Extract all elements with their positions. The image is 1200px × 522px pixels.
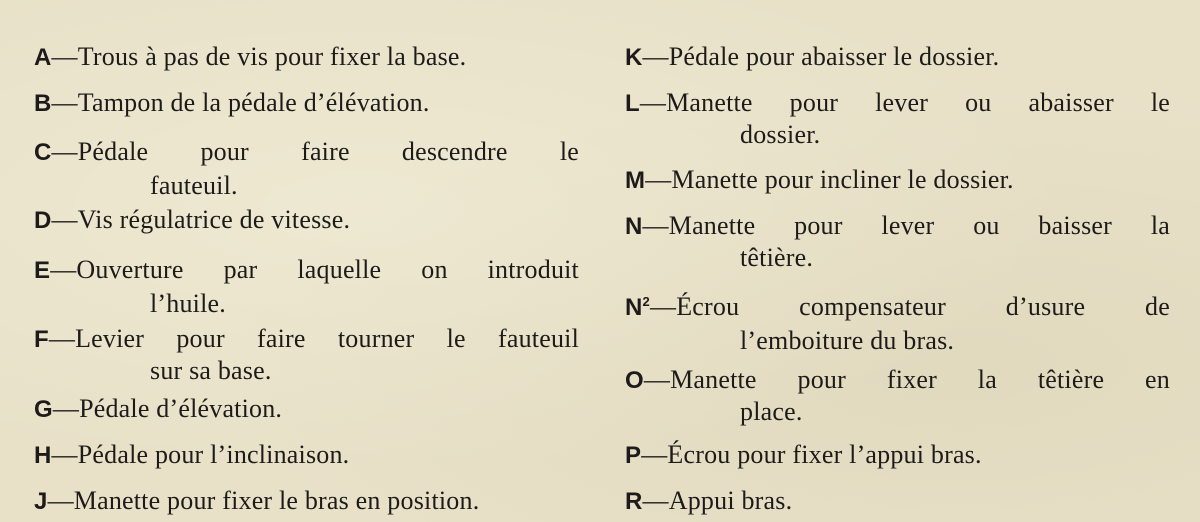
legend-entry-c: C—Pédale pour faire descendre le fauteuil. [34, 134, 579, 203]
legend-text: Manette pour incliner le dossier. [671, 165, 1014, 194]
legend-continuation: dossier. [740, 120, 821, 149]
legend-continuation: place. [740, 397, 803, 426]
legend-entry-l: L—Manette pour lever ou abaisser le dossier. [625, 85, 1170, 152]
legend-continuation: l’emboiture du bras. [740, 326, 955, 355]
legend-text: Levier pour faire tourner le fauteuil [75, 324, 579, 353]
legend-entry-k: K—Pédale pour abaisser le dossier. [625, 42, 1000, 71]
legend-text: Manette pour fixer la têtière en [670, 365, 1170, 394]
legend-entry-d: D—Vis régulatrice de vitesse. [34, 205, 351, 234]
legend-entry-f: F—Levier pour faire tourner le fauteuil sur sa base. [34, 321, 579, 388]
legend-text: Vis régulatrice de vitesse. [77, 205, 351, 234]
legend-entry-g: G—Pédale d’élévation. [34, 394, 283, 423]
legend-letter-main: N [625, 294, 643, 321]
legend-continuation: l’huile. [150, 289, 226, 318]
legend-entry-o: O—Manette pour fixer la têtière en place. [625, 362, 1170, 429]
legend-text: Écrou compensateur d’usure de [676, 292, 1170, 321]
legend-entry-m: M—Manette pour incliner le dossier. [625, 165, 1014, 194]
legend-entry-n2: $N^2—Écrou$ compensateur d’usure de l’emboiture du bras. [625, 284, 1170, 358]
legend-letter: P [625, 442, 642, 469]
legend-text: Trous à pas de vis pour fixer la base. [77, 42, 467, 71]
legend-letter: N [625, 213, 643, 240]
legend-letter: G [34, 396, 53, 423]
legend-text: Appui bras. [668, 486, 793, 515]
legend-text: Écrou pour fixer l’appui bras. [667, 440, 982, 469]
legend-entry-e: E—Ouverture par laquelle on introduit l’huile. [34, 252, 579, 321]
legend-text: Ouverture par laquelle on introduit [76, 255, 579, 284]
legend-continuation: sur sa base. [150, 356, 272, 385]
legend-letter: L [625, 90, 640, 117]
legend-letter: E [34, 257, 51, 284]
legend-entry-r: R—Appui bras. [625, 486, 793, 515]
legend-letter: D [34, 207, 52, 234]
legend-entry-h: H—Pédale pour l’inclinaison. [34, 440, 350, 469]
legend-letter: B [34, 90, 52, 117]
legend-letter: J [34, 488, 48, 515]
legend-letter: H [34, 442, 52, 469]
legend-text: Pédale pour l’inclinaison. [77, 440, 350, 469]
legend-entry-j: J—Manette pour fixer le bras en position. [34, 486, 480, 515]
legend-text: Manette pour lever ou abaisser le [666, 88, 1170, 117]
legend-letter: R [625, 488, 643, 515]
legend-letter: K [625, 44, 643, 71]
legend-text: Pédale pour abaisser le dossier. [668, 42, 1000, 71]
legend-entry-b: B—Tampon de la pédale d’élévation. [34, 88, 430, 117]
legend-letter: A [34, 44, 52, 71]
legend-text: Manette pour lever ou baisser la [668, 211, 1170, 240]
legend-letter: F [34, 326, 49, 353]
legend-entry-p: P—Écrou pour fixer l’appui bras. [625, 440, 982, 469]
legend-text: Pédale d’élévation. [79, 394, 283, 423]
legend-letter: O [625, 367, 644, 394]
legend-letter: C [34, 139, 52, 166]
legend-letter-superscript: 2 [642, 294, 650, 309]
legend-text: Tampon de la pédale d’élévation. [77, 88, 430, 117]
legend-text: Pédale pour faire descendre le [77, 137, 579, 166]
legend-letter [625, 294, 650, 321]
legend-continuation: fauteuil. [150, 171, 238, 200]
legend-continuation: têtière. [740, 243, 814, 272]
legend-text: Manette pour fixer le bras en position. [73, 486, 480, 515]
legend-entry-a: A—Trous à pas de vis pour fixer la base. [34, 42, 467, 71]
legend-letter: M [625, 167, 646, 194]
legend-entry-n: N—Manette pour lever ou baisser la têtière. [625, 208, 1170, 275]
